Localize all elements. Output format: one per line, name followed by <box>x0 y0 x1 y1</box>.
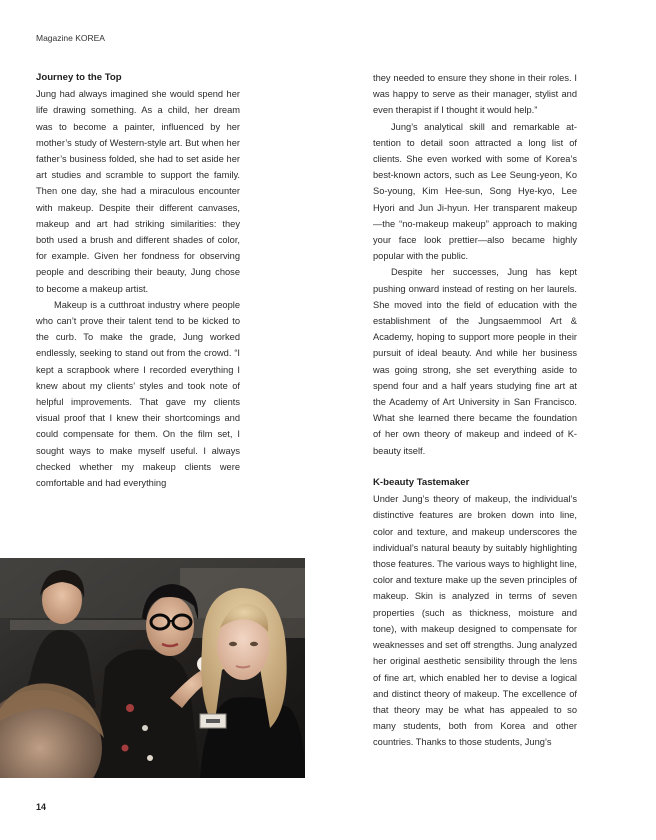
body-paragraph: Makeup is a cutthroat industry where people who can’t prove their talent tend to be kicked to the curb. To make the grade, Jung worked endlessly, seeking to stand out from the crowd. “I kept a scrapbook where I recorded everything I knew about my clients’ styles and took note of helpful improvements. That gave my clients visual proof that I knew their shortcomings and could compensate for them. On the film set, I sought ways to make myself useful. I always checked whether my makeup clients were comfortable and had everything <box>36 299 240 489</box>
body-paragraph: Despite her successes, Jung has kept pushing onward instead of resting on her laurels. She moved into the field of education with the establishment of the Jungsaemmool Art & Academy, hoping to support more people in their pursuit of ideal beauty. And while her business was going strong, she set everything aside to spend four and a half years studying fine art at the Academy of Art University in San Francisco. What she learned there became the foundation of her own theory of makeup and indeed of K-beauty itself. <box>373 267 577 456</box>
right-column <box>373 70 577 751</box>
body-paragraph: Under Jung’s theory of makeup, the individual’s distinctive features are broken down into line, color and texture, and makeup underscores the individual’s natural beauty by suitably highlighting those features. The various ways to highlight line, color and texture make up the seven principles of makeup. Skin is analyzed in terms of seven properties (such as thickness, moisture and tone), with makeup designed to compensate for weaknesses and set off strengths. Jung analyzed her original aesthetic sensibility through the lens of fine art, which enabled her to devise a logical and distinct theory of makeup. The excellence of that theory may be what has appealed to so many students, both from Korea and other countries. Thanks to those students, Jung’s <box>373 494 577 748</box>
body-paragraph: Jung had always imagined she would spend her life drawing something. As a child, her dream was to become a painter, influenced by her mother’s study of Western-style art. But when her father’s business folded, she had to set aside her art studies and scramble to support the family. Then one day, she had a miraculous encounter with makeup. Despite their different canvases, makeup and art had striking similarities: they both used a brush and different shades of color, for example. Given her fondness for observing people and describing their beauty, Jung chose to become a makeup artist. <box>36 89 240 294</box>
left-column <box>36 70 240 491</box>
body-paragraph: Jung’s analytical skill and remarkable attention to detail soon attracted a long list of clients. She even worked with some of Korea’s best-known actors, such as Lee Seung-yeon, Ko So-young, Kim Hee-sun, Song Hye-kyo, Lee Hyori and Jun Ji-hyun. Her transparent makeup—the “no-makeup makeup” approach to making your face look prettier—also became highly popular with the public. <box>373 121 577 262</box>
section-heading-journey: Journey to the Top <box>36 72 122 83</box>
makeup-session-photo <box>0 558 305 778</box>
body-paragraph: they needed to ensure they shone in their roles. I was happy to serve as their manager, stylist and even therapist if I thought it would help.” <box>373 73 577 116</box>
page-number: 14 <box>36 802 47 812</box>
section-heading-tastemaker: K-beauty Tastemaker <box>373 477 470 489</box>
magazine-header: Magazine KOREA <box>36 33 105 43</box>
paragraph-gap <box>373 459 577 475</box>
